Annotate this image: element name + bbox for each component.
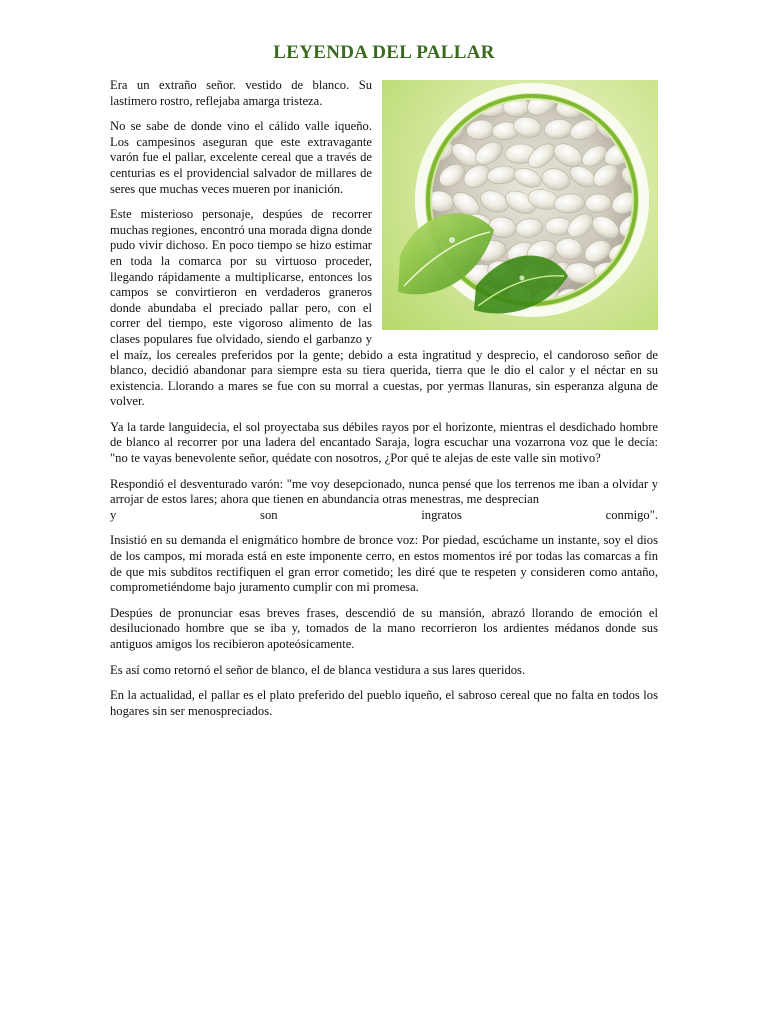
- bean-shape: [608, 283, 639, 307]
- bean-shape: [426, 96, 454, 116]
- document-title: LEYENDA DEL PALLAR: [273, 42, 495, 63]
- paragraph-9: En la actualidad, el pallar es el plato preferido del pueblo iqueño, el sabroso cereal que no falta en todos los hogares sin ser menospreciados.: [110, 688, 658, 718]
- bean-shape: [545, 217, 572, 235]
- pallar-beans-image: [382, 80, 658, 330]
- document-body: [110, 78, 658, 729]
- paragraph-6: Insistió en su demanda el enigmático hombre de bronce voz: Por piedad, escúchame un instante, soy el dios de los campos, mi morada está en este imponente cerro, en estos momentos iré por todas las comarcas a fin de que mis subditos rectifiquen el gran error cometido; les diré que te respeten y consideren como antaño, comprometiéndome bajo juramento cumplir con mi promesa.: [110, 533, 658, 595]
- paragraph-3: Este misterioso personaje, despúes de recorrer muchas regiones, encontró una morada digna donde pudo vivir dichoso. En poco tiempo se hizo estimar en toda la comarca por su virtuoso proceder, llegando rápidamente a multiplicarse, entonces los campos se convirtieron en verdaderos graneros donde abundaba el preciado pallar pero, con el correr del tiempo, este vigoroso alimento de las clases populares fue olvidado, siendo el garbanzo y el maíz, los cereales preferidos por la gente; debido a esta ingratitud y desprecio, el candoroso señor de blanco, decidió abandonar para siempre esta su tiera querida, tierra que le dio el calor y el néctar en su existencia. Llorando a mares se fue con su morral a cuestas, por yermas llanuras, sin esperanza alguna de volver.: [110, 207, 658, 409]
- paragraph-5-main: Respondió el desventurado varón: "me voy desepcionado, nunca pensé que los terrenos me iban a olvidar y arrojar de estos lares; ahora que tienen en abundancia otras menestras, me desprecian: [110, 476, 658, 507]
- paragraph-2: No se sabe de donde vino el cálido valle iqueño. Los campesinos aseguran que este extravagante varón fue el pallar, excelente cereal que a través de centurias es el providencial salvador de millares de seres que muchas veces mueren por inanición.: [110, 119, 372, 196]
- paragraph-7: Despúes de pronunciar esas breves frases, descendió de su mansión, abrazó llorando de emoción el desilucionado hombre que se iba y, tomados de la mano recorrieron los ardientes médanos donde sus antiguos amigos los recibieron apoteósicamente.: [110, 605, 658, 651]
- paragraph-5-last-line: y son ingratos conmigo".: [110, 507, 658, 522]
- paragraph-4: Ya la tarde languidecia, el sol proyectaba sus débiles rayos por el horizonte, mientras el desdichado hombre de blanco al recorrer por una ladera del encantado Saraja, logra escuchar una vozarrona voz que le decía: "no te vayas benevolente señor, quédate con nosotros, ¿Por qué te alejas de este valle sin motivo?: [110, 419, 658, 466]
- paragraph-1: Era un extraño señor. vestido de blanco. Su lastimero rostro, reflejaba amarga tristeza.: [110, 78, 372, 108]
- paragraph-8: Es así como retornó el señor de blanco, el de blanca vestidura a sus lares queridos.: [110, 662, 526, 677]
- paragraph-5: [110, 477, 658, 524]
